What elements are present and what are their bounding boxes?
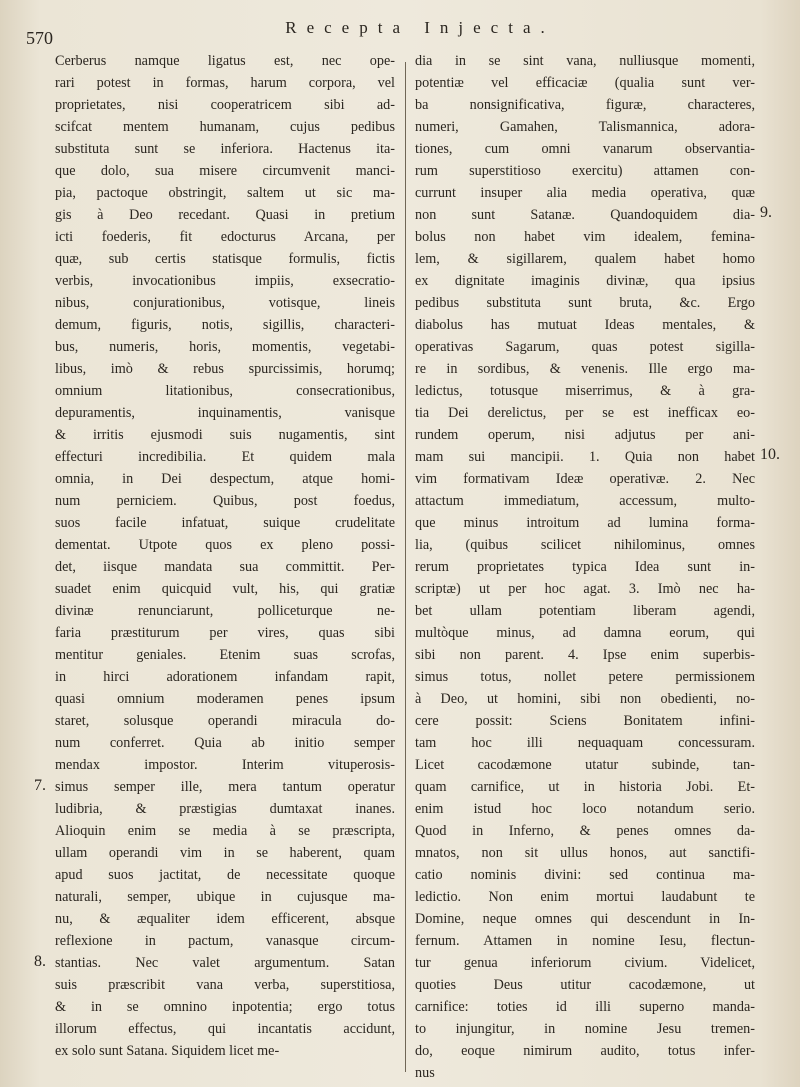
text-line: & irritis ejusmodi suis nugamentis, sint bbox=[55, 427, 395, 443]
text-line: divinæ renunciarunt, polliceturque ne- bbox=[55, 603, 395, 619]
text-line: re in sordibus, & venenis. Ille ergo ma- bbox=[415, 361, 755, 377]
text-line: sibi non parent. 4. Ipse enim superbis- bbox=[415, 647, 755, 663]
text-line: mam sui mancipii. 1. Quia non habet bbox=[415, 449, 755, 465]
text-line: dementat. Utpote quos ex pleno possi- bbox=[55, 537, 395, 553]
margin-number-7: 7. bbox=[34, 777, 46, 794]
text-line: bus, numeris, horis, momentis, vegetabi- bbox=[55, 339, 395, 355]
margin-number-8: 8. bbox=[34, 953, 46, 970]
text-line: operativas Sagarum, quas potest sigilla- bbox=[415, 339, 755, 355]
text-line: reflexione in pactum, vanasque circum- bbox=[55, 933, 395, 949]
text-line: ludibria, & præstigias dumtaxat inanes. bbox=[55, 801, 395, 817]
text-line: demum, figuris, notis, sigillis, characteri- bbox=[55, 317, 395, 333]
text-line: potentiæ vel efficaciæ (qualia sunt ver- bbox=[415, 75, 755, 91]
text-line: cere possit: Sciens Bonitatem infini- bbox=[415, 713, 755, 729]
text-line: rundem operum, nisi adjutus per ani- bbox=[415, 427, 755, 443]
text-line: do, eoque nimirum audito, totus infer- bbox=[415, 1043, 755, 1059]
text-line: tur genua inferiorum civium. Videlicet, bbox=[415, 955, 755, 971]
margin-number-10: 10. bbox=[760, 446, 780, 463]
text-line: nu, & æqualiter idem efficerent, absque bbox=[55, 911, 395, 927]
text-line: fernum. Attamen in nomine Iesu, flectun- bbox=[415, 933, 755, 949]
left-column bbox=[55, 50, 395, 1062]
text-line: currunt insuper alia media operativa, quæ bbox=[415, 185, 755, 201]
page-number: 570 bbox=[26, 28, 53, 48]
text-line: quam carnifice, ut in historia Jobi. Et- bbox=[415, 779, 755, 795]
text-line: nus bbox=[415, 1065, 435, 1081]
text-line: ba nonsignificativa, figuræ, characteres, bbox=[415, 97, 755, 113]
text-line: que minus introitum ad lumina forma- bbox=[415, 515, 755, 531]
text-line: quæ, sub certis statisque formulis, fictis bbox=[55, 251, 395, 267]
text-line: naturali, semper, ubique in cujusque ma- bbox=[55, 889, 395, 905]
text-line: apud suos jactitat, de necessitate quoque bbox=[55, 867, 395, 883]
text-line: ex solo sunt Satana. Siquidem licet me- bbox=[55, 1043, 280, 1059]
text-line: bet ullam potentiam liberam agendi, bbox=[415, 603, 755, 619]
text-line: lem, & sigillarem, qualem habet homo bbox=[415, 251, 755, 267]
right-column bbox=[415, 50, 755, 1084]
text-line: Licet cacodæmone utatur subinde, tan- bbox=[415, 757, 755, 773]
text-line: nibus, conjurationibus, votisque, lineis bbox=[55, 295, 395, 311]
text-line: lia, (quibus scilicet nihilominus, omnes bbox=[415, 537, 755, 553]
text-line: det, iisque mandata sua committit. Per- bbox=[55, 559, 395, 575]
text-line: effecturi incredibilia. Et quidem mala bbox=[55, 449, 395, 465]
text-line: rerum proprietates typica Idea sunt in- bbox=[415, 559, 755, 575]
text-line: rum superstitioso exercitu) attamen con- bbox=[415, 163, 755, 179]
text-line: numeri, Gamahen, Talismannica, adora- bbox=[415, 119, 755, 135]
text-line: tam hoc illi nequaquam concessuram. bbox=[415, 735, 755, 751]
text-line: ledictus, totusque miserrimus, & à gra- bbox=[415, 383, 755, 399]
text-line: quoties Deus utitur cacodæmone, ut bbox=[415, 977, 755, 993]
text-line: num conferret. Quia ab initio semper bbox=[55, 735, 395, 751]
text-line: Cerberus namque ligatus est, nec ope- bbox=[55, 53, 395, 69]
text-line: num perniciem. Quibus, post foedus, bbox=[55, 493, 395, 509]
text-line: simus totus, nollet petere permissionem bbox=[415, 669, 755, 685]
text-line: à Deo, ut homini, sibi non obedienti, no- bbox=[415, 691, 755, 707]
text-line: multòque minus, ad damna eorum, qui bbox=[415, 625, 755, 641]
text-line: suadet enim quicquid vult, his, qui gratiæ bbox=[55, 581, 395, 597]
text-line: scifcat mentem humanam, cujus pedibus bbox=[55, 119, 395, 135]
text-line: tiones, cum omni vanarum observantia- bbox=[415, 141, 755, 157]
text-line: non sunt Satanæ. Quandoquidem dia- bbox=[415, 207, 755, 223]
text-line: in hirci adorationem infandam rapit, bbox=[55, 669, 395, 685]
text-line: dia in se sint vana, nulliusque momenti, bbox=[415, 53, 755, 69]
text-line: illorum effectus, qui incantatis accidunt, bbox=[55, 1021, 395, 1037]
text-line: suos facile infatuat, suique crudelitate bbox=[55, 515, 395, 531]
text-line: diabolus has mutuat Ideas mentales, & bbox=[415, 317, 755, 333]
text-line: pia, pactoque obstringit, saltem ut sic ma- bbox=[55, 185, 395, 201]
text-line: pedibus substituta sunt bruta, &c. Ergo bbox=[415, 295, 755, 311]
text-line: omnia, in Dei despectum, atque homi- bbox=[55, 471, 395, 487]
text-line: Domine, neque omnes qui descendunt in In- bbox=[415, 911, 755, 927]
text-line: Quod in Inferno, & penes omnes da- bbox=[415, 823, 755, 839]
text-line: proprietates, nisi cooperatricem sibi ad- bbox=[55, 97, 395, 113]
text-line: quasi omnium moderamen penes ipsum bbox=[55, 691, 395, 707]
text-line: omnium litationibus, consecrationibus, bbox=[55, 383, 395, 399]
margin-number-9: 9. bbox=[760, 204, 772, 221]
text-line: & in se omnino inpotentia; ergo totus bbox=[55, 999, 395, 1015]
text-line: depuramentis, inquinamentis, vanisque bbox=[55, 405, 395, 421]
text-line: ullam operandi vim in se haberent, quam bbox=[55, 845, 395, 861]
text-line: scriptæ) ut per hoc agat. 3. Imò nec ha- bbox=[415, 581, 755, 597]
text-line: vim formativam Ideæ operativæ. 2. Nec bbox=[415, 471, 755, 487]
text-line: suis præscribit vana verba, superstitiosa, bbox=[55, 977, 395, 993]
text-line: gis à Deo recedant. Quasi in pretium bbox=[55, 207, 395, 223]
text-line: attactum immediatum, accessum, multo- bbox=[415, 493, 755, 509]
running-head: Recepta Injecta. bbox=[285, 18, 555, 37]
text-line: rari potest in formas, harum corpora, vel bbox=[55, 75, 395, 91]
column-divider bbox=[405, 62, 406, 1072]
text-line: bolus non habet vim idealem, femina- bbox=[415, 229, 755, 245]
text-line: verbis, invocationibus impiis, exsecratio- bbox=[55, 273, 395, 289]
text-line: icti foederis, fit edocturus Arcana, per bbox=[55, 229, 395, 245]
text-line: ex dignitate imaginis divinæ, qua ipsius bbox=[415, 273, 755, 289]
text-line: ledictio. Non enim mortui laudabunt te bbox=[415, 889, 755, 905]
text-line: stantias. Nec valet argumentum. Satan bbox=[55, 955, 395, 971]
text-line: que dolo, sua misere circumvenit manci- bbox=[55, 163, 395, 179]
text-line: carnifice: toties id illi superno manda- bbox=[415, 999, 755, 1015]
text-line: tia Dei derelictus, per se est inefficax eo- bbox=[415, 405, 755, 421]
text-line: simus semper ille, mera tantum operatur bbox=[55, 779, 395, 795]
text-line: staret, solusque operandi miracula do- bbox=[55, 713, 395, 729]
text-line: substituta sunt se inferiora. Hactenus ita- bbox=[55, 141, 395, 157]
text-line: libus, imò & rebus spurcissimis, horumq; bbox=[55, 361, 395, 377]
text-line: mnatos, non sit ullus honos, aut sanctifi- bbox=[415, 845, 755, 861]
text-line: mendax impostor. Interim vituperosis- bbox=[55, 757, 395, 773]
text-line: mentitur geniales. Etenim suas scrofas, bbox=[55, 647, 395, 663]
text-line: to injungitur, in nomine Jesu tremen- bbox=[415, 1021, 755, 1037]
text-line: catio nominis divini: sed continua ma- bbox=[415, 867, 755, 883]
text-line: Alioquin enim se media à se præscripta, bbox=[55, 823, 395, 839]
text-line: faria præstiturum per vires, quas sibi bbox=[55, 625, 395, 641]
text-line: enim istud hoc loco notandum serio. bbox=[415, 801, 755, 817]
